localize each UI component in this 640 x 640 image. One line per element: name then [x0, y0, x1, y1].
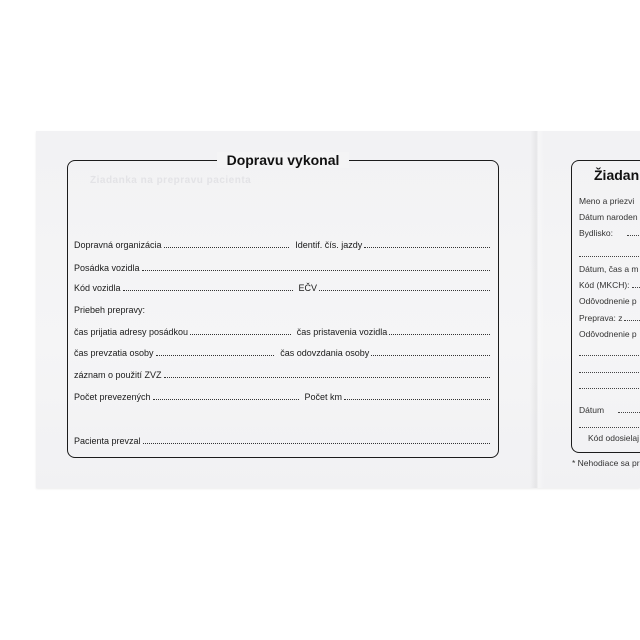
r-row-kod-odosielajuceho: Kód odosielaj	[588, 433, 640, 443]
fill-line	[344, 399, 490, 400]
r-row-odovodnenie-2: Odôvodnenie p	[579, 329, 637, 339]
row-label: Počet prevezených	[74, 392, 151, 402]
fill-line	[371, 355, 490, 356]
r-row-kod-mkch: Kód (MKCH):	[579, 280, 640, 291]
show-through-text: Žiadanka na prepravu pacienta	[90, 175, 252, 186]
fill-line	[319, 290, 490, 291]
fill-line	[143, 443, 490, 444]
row-label: Dopravná organizácia	[74, 240, 162, 250]
row-pocet-prevezenych	[74, 389, 492, 403]
r-row-bydlisko: Bydlisko:	[579, 228, 640, 239]
section-title: Dopravu vykonal	[68, 152, 498, 170]
dopravu-vykonal-section	[67, 152, 499, 458]
row-label: čas prevzatia osoby	[74, 348, 154, 358]
row-label: záznam o použití ZVZ	[74, 370, 162, 380]
r-fill-line	[579, 256, 640, 257]
row-pacienta-prevzal	[74, 433, 492, 447]
row-label-2: EČV	[298, 283, 318, 293]
footnote: * Nehodiace sa pr	[572, 458, 640, 468]
r-row-datum-cas: Dátum, čas a m	[579, 264, 639, 274]
r-row-datum: Dátum	[579, 405, 640, 416]
row-cas-prevzatia	[74, 345, 492, 359]
fill-line	[364, 247, 490, 248]
row-label: Kód vozidla	[74, 283, 121, 293]
r-row-datum-narodenia: Dátum naroden	[579, 212, 638, 222]
row-label-2: čas pristavenia vozidla	[296, 327, 388, 337]
row-posadka-vozidla	[74, 260, 492, 274]
r-fill-line	[579, 388, 640, 389]
r-fill-line	[579, 427, 640, 428]
fill-line	[389, 334, 490, 335]
row-label: Pacienta prevzal	[74, 436, 141, 446]
fill-line	[190, 334, 291, 335]
row-priebeh-prepravy	[74, 302, 492, 316]
r-row-odovodnenie-1: Odôvodnenie p	[579, 296, 637, 306]
r-fill-line	[579, 372, 640, 373]
row-label: Posádka vozidla	[74, 263, 140, 273]
row-dopravna-organizacia	[74, 237, 492, 251]
fill-line	[142, 270, 490, 271]
row-label: čas prijatia adresy posádkou	[74, 327, 189, 337]
row-label-2: čas odovzdania osoby	[280, 348, 370, 358]
r-row-meno: Meno a priezvi	[579, 196, 635, 206]
section-title: Žiadan	[594, 167, 640, 183]
fill-line	[156, 355, 275, 356]
row-cas-prijatia	[74, 324, 492, 338]
paper-fold	[530, 131, 544, 488]
fill-line	[164, 377, 490, 378]
row-kod-vozidla	[74, 280, 492, 294]
row-label-2: Počet km	[304, 392, 343, 402]
row-label: Priebeh prepravy:	[74, 305, 146, 315]
fill-line	[123, 290, 293, 291]
r-fill-line	[579, 355, 640, 356]
fill-line	[164, 247, 290, 248]
r-row-preprava: Preprava: z	[579, 313, 640, 324]
row-label-2: Identif. čís. jazdy	[295, 240, 363, 250]
row-zaznam-zvz	[74, 367, 492, 381]
ziadanka-section	[571, 160, 640, 453]
fill-line	[153, 399, 299, 400]
